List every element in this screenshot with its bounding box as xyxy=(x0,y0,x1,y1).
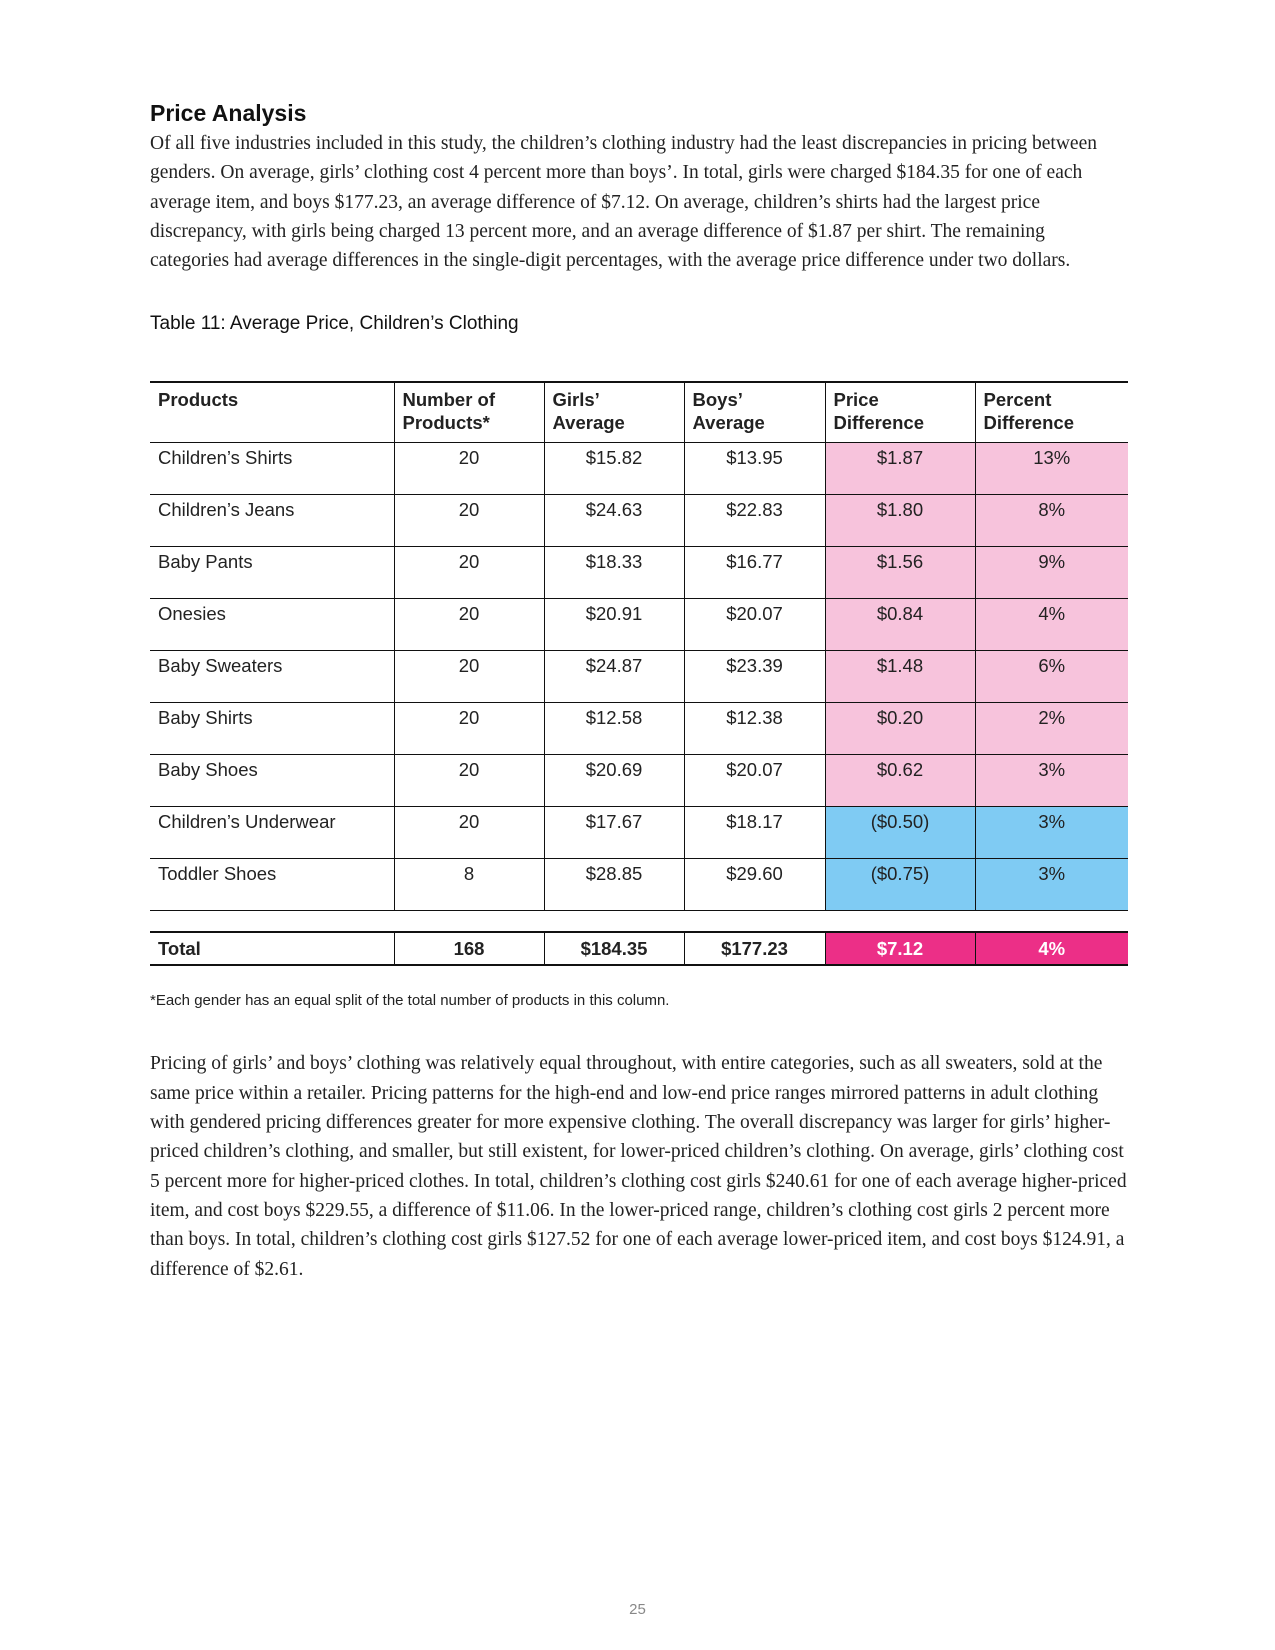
table-row xyxy=(150,651,1128,703)
cell-boys-average: $20.07 xyxy=(684,755,825,807)
header-boys-average: Boys’ Average xyxy=(684,382,825,443)
cell-percent-difference: 3% xyxy=(975,807,1128,859)
cell-girls-average: $28.85 xyxy=(544,859,684,911)
table-row xyxy=(150,703,1128,755)
cell-product: Baby Shoes xyxy=(150,755,394,807)
cell-count: 20 xyxy=(394,547,544,599)
cell-count: 20 xyxy=(394,495,544,547)
table-body xyxy=(150,443,1128,911)
cell-girls-average: $12.58 xyxy=(544,703,684,755)
cell-boys-average: $18.17 xyxy=(684,807,825,859)
cell-product: Baby Sweaters xyxy=(150,651,394,703)
cell-price-difference: $0.84 xyxy=(825,599,975,651)
cell-girls-average: $20.91 xyxy=(544,599,684,651)
cell-price-difference: ($0.50) xyxy=(825,807,975,859)
cell-count: 20 xyxy=(394,755,544,807)
total-count: 168 xyxy=(394,932,544,965)
table-header-row xyxy=(150,382,1128,443)
cell-percent-difference: 2% xyxy=(975,703,1128,755)
total-row xyxy=(150,932,1128,965)
cell-product: Baby Pants xyxy=(150,547,394,599)
cell-count: 20 xyxy=(394,599,544,651)
cell-count: 20 xyxy=(394,703,544,755)
header-products: Products xyxy=(150,382,394,443)
cell-price-difference: $1.80 xyxy=(825,495,975,547)
table-row xyxy=(150,495,1128,547)
table-title: Table 11: Average Price, Children’s Clothing xyxy=(150,313,519,335)
cell-percent-difference: 3% xyxy=(975,755,1128,807)
page-number: 25 xyxy=(629,1601,646,1618)
cell-price-difference: $0.62 xyxy=(825,755,975,807)
cell-percent-difference: 13% xyxy=(975,443,1128,495)
table-row xyxy=(150,859,1128,911)
cell-product: Baby Shirts xyxy=(150,703,394,755)
cell-girls-average: $15.82 xyxy=(544,443,684,495)
cell-boys-average: $13.95 xyxy=(684,443,825,495)
cell-girls-average: $24.63 xyxy=(544,495,684,547)
cell-girls-average: $18.33 xyxy=(544,547,684,599)
cell-girls-average: $17.67 xyxy=(544,807,684,859)
cell-boys-average: $12.38 xyxy=(684,703,825,755)
cell-girls-average: $24.87 xyxy=(544,651,684,703)
cell-count: 20 xyxy=(394,651,544,703)
cell-count: 8 xyxy=(394,859,544,911)
total-label: Total xyxy=(158,937,201,959)
document-page xyxy=(150,100,1128,1284)
total-girls: $184.35 xyxy=(544,932,684,965)
cell-price-difference: ($0.75) xyxy=(825,859,975,911)
cell-product: Children’s Underwear xyxy=(150,807,394,859)
cell-price-difference: $1.87 xyxy=(825,443,975,495)
cell-percent-difference: 6% xyxy=(975,651,1128,703)
total-boys: $177.23 xyxy=(684,932,825,965)
cell-percent-difference: 3% xyxy=(975,859,1128,911)
total-price-difference: $7.12 xyxy=(825,932,975,965)
price-table xyxy=(150,381,1128,911)
table-footnote: *Each gender has an equal split of the total number of products in this column. xyxy=(150,992,670,1010)
cell-percent-difference: 9% xyxy=(975,547,1128,599)
cell-boys-average: $20.07 xyxy=(684,599,825,651)
cell-price-difference: $0.20 xyxy=(825,703,975,755)
cell-product: Onesies xyxy=(150,599,394,651)
total-table xyxy=(150,931,1128,966)
header-percent-difference: Percent Difference xyxy=(975,382,1128,443)
intro-paragraph: Of all five industries included in this study, the children’s clothing industry had the least discrepancies in pricing between genders. On average, girls’ clothing cost 4 percent more than boys’. In total, girls were charged $184.35 for one of each average item, and boys $177.23, an average difference of $7.12. On average, children’s shirts had the largest price discrepancy, with girls being charged 13 percent more, and an average difference of $1.87 per shirt. The remaining categories had average differences in the single-digit percentages, with the average price difference under two dollars. xyxy=(150,133,1097,272)
cell-boys-average: $22.83 xyxy=(684,495,825,547)
cell-price-difference: $1.56 xyxy=(825,547,975,599)
table-row xyxy=(150,547,1128,599)
header-girls-average: Girls’ Average xyxy=(544,382,684,443)
cell-boys-average: $23.39 xyxy=(684,651,825,703)
section-heading: Price Analysis xyxy=(150,100,307,126)
total-percent-difference: 4% xyxy=(975,932,1128,965)
header-price-difference: Price Difference xyxy=(825,382,975,443)
cell-price-difference: $1.48 xyxy=(825,651,975,703)
table-row xyxy=(150,599,1128,651)
cell-boys-average: $16.77 xyxy=(684,547,825,599)
cell-product: Children’s Jeans xyxy=(150,495,394,547)
header-number-of-products: Number of Products* xyxy=(394,382,544,443)
cell-boys-average: $29.60 xyxy=(684,859,825,911)
table-row xyxy=(150,807,1128,859)
cell-count: 20 xyxy=(394,443,544,495)
cell-percent-difference: 8% xyxy=(975,495,1128,547)
cell-product: Children’s Shirts xyxy=(150,443,394,495)
table-row xyxy=(150,443,1128,495)
cell-percent-difference: 4% xyxy=(975,599,1128,651)
table-row xyxy=(150,755,1128,807)
cell-count: 20 xyxy=(394,807,544,859)
conclusion-paragraph: Pricing of girls’ and boys’ clothing was relatively equal throughout, with entire categories, such as all sweaters, sold at the same price within a retailer. Pricing patterns for the high-end and low-end price ranges mirrored patterns in adult clothing with gendered pricing differences greater for more expensive clothing. The overall discrepancy was larger for girls’ higher-priced children’s clothing, and smaller, but still existent, for lower-priced children’s clothing. On average, girls’ clothing cost 5 percent more for higher-priced clothes. In total, children’s clothing cost girls $240.61 for one of each average higher-priced item, and cost boys $229.55, a difference of $11.06. In the lower-priced range, children’s clothing cost girls 2 percent more than boys. In total, children’s clothing cost girls $127.52 for one of each average lower-priced item, and cost boys $124.91, a difference of $2.61. xyxy=(150,1053,1127,1280)
cell-product: Toddler Shoes xyxy=(150,859,394,911)
cell-girls-average: $20.69 xyxy=(544,755,684,807)
